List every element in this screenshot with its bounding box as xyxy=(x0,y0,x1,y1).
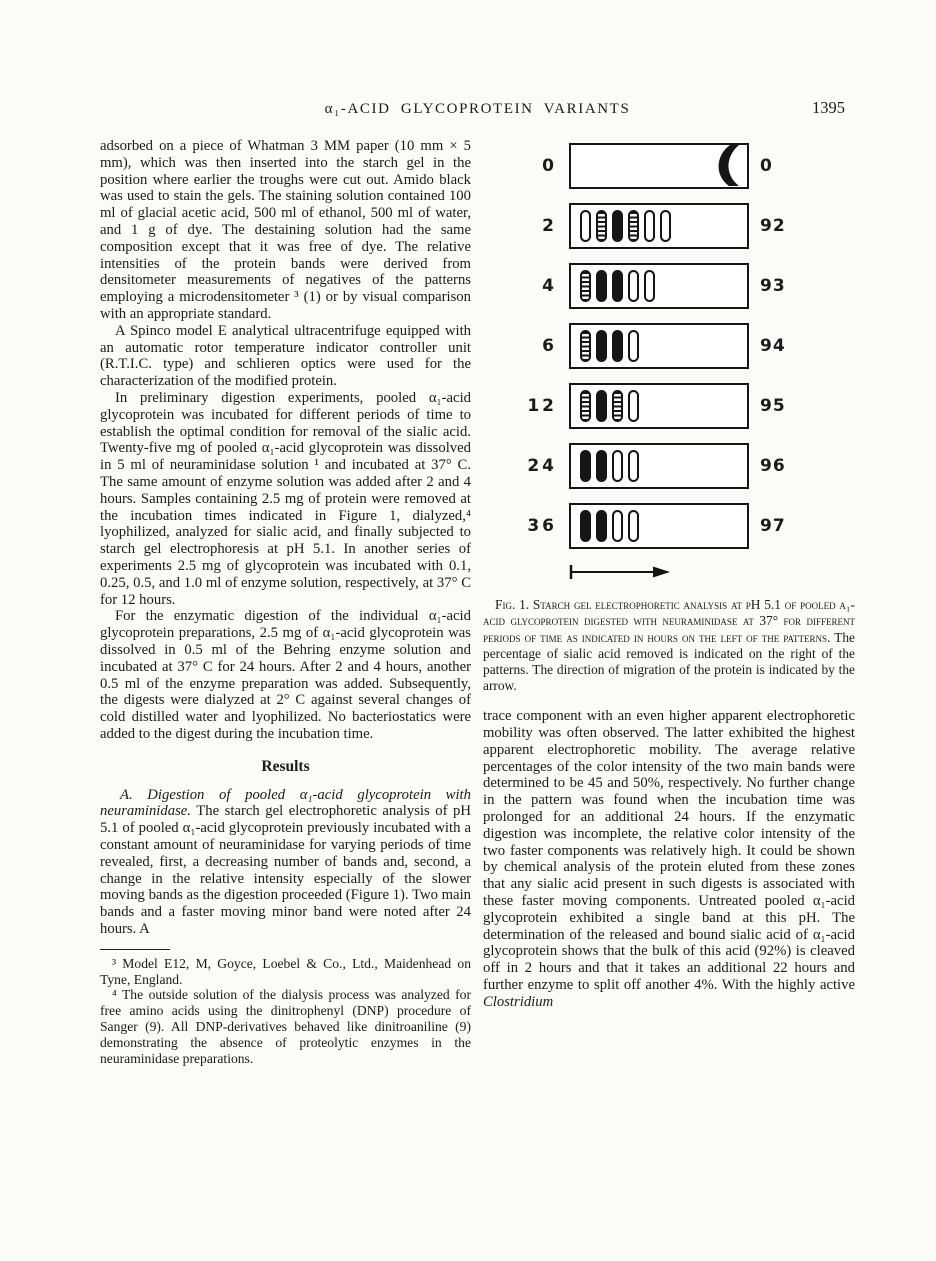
migration-arrow-row xyxy=(569,563,855,581)
footnote-separator xyxy=(100,949,170,950)
gel-time-label: 12 xyxy=(527,396,557,416)
stippled-band xyxy=(596,210,607,242)
left-column xyxy=(100,138,471,1066)
hollow-band xyxy=(628,450,639,482)
gel-time-label: 6 xyxy=(542,336,557,356)
gel-percent-label: 97 xyxy=(760,516,786,536)
paragraph-methods-4: For the enzymatic digestion of the individual α₁-acid glycoprotein preparations, 2.5 mg of α₁-acid glycoprotein was dissolved in 0.5 ml of the Behring enzyme solution and incubated at 37° C for 24 hours. After 2 and 4 hours, another 0.5 ml of the enzyme preparation was added. Subsequently, the digests were dialyzed at 2° C against several changes of cold distilled water and lyophilized. No bacteriostatics were added to the digest during the incubation time. xyxy=(100,608,471,742)
gel-box xyxy=(569,503,749,549)
figure-caption-lead: Fig. 1. Starch gel electrophoretic analysis at pH 5.1 of pooled α₁-acid glycoprotein digested with neuraminidase at 37° for different periods of time as indicated in hours on the left of the patterns. xyxy=(483,597,855,645)
gel-percent-label: 96 xyxy=(760,456,786,476)
hollow-band xyxy=(644,270,655,302)
solid-band xyxy=(596,270,607,302)
gel-percent-label: 92 xyxy=(760,216,786,236)
migration-arrow-icon xyxy=(569,563,674,581)
gel-time-label: 0 xyxy=(542,156,557,176)
figure-caption-rest: The percentage of sialic acid removed is indicated on the right of the patterns. The direction of migration of the protein is indicated by the arrow. xyxy=(483,629,855,694)
solid-band xyxy=(580,450,591,482)
hollow-band xyxy=(580,210,591,242)
solid-band xyxy=(612,330,623,362)
gel-row xyxy=(483,323,855,369)
solid-band xyxy=(596,390,607,422)
gel-row xyxy=(483,443,855,489)
paragraph-results-1: A. Digestion of pooled α₁-acid glycoprotein with neuraminidase. The starch gel electrophoretic analysis of pH 5.1 of pooled α₁-acid glycoprotein previously incubated with a constant amount of neuraminidase for varying periods of time revealed, first, a decreasing number of bands and, second, a change in the relative intensity especially of the slower moving bands as the digestion proceeded (Figure 1). Two main bands and a faster moving minor band were noted after 24 hours. A xyxy=(100,786,471,938)
crescent-band xyxy=(703,145,741,186)
figure-caption xyxy=(483,597,855,695)
gel-box xyxy=(569,143,749,189)
figure-rows xyxy=(483,143,855,549)
stippled-band xyxy=(580,330,591,362)
paragraph-methods-3: In preliminary digestion experiments, pooled α₁-acid glycoprotein was incubated for different periods of time to establish the optimal condition for removal of the sialic acid. Twenty-five mg of pooled α₁-acid glycoprotein was dissolved in 5 ml of neuraminidase solution ¹ and incubated at 37° C. The same amount of enzyme solution was added after 2 and 4 hours. Samples containing 2.5 mg of protein were removed at the incubation times indicated in Figure 1, dialyzed,⁴ lyophilized, analyzed for sialic acid, and finally subjected to starch gel electrophoresis at pH 5.1. In another series of experiments 2.5 mg of glycoprotein was incubated with 0.1, 0.25, 0.5, and 1.0 ml of enzyme solution, respectively, at 37° C for 12 hours. xyxy=(100,389,471,608)
footnote-4: ⁴ The outside solution of the dialysis process was analyzed for free amino acids using the dinitrophenyl (DNP) procedure of Sanger (9). All DNP-derivatives behaved like dinitroaniline (9) demonstrating the absence of proteolytic enzymes in the neuraminidase preparations. xyxy=(100,987,471,1066)
gel-box xyxy=(569,323,749,369)
paragraph-results-continued: trace component with an even higher apparent electrophoretic mobility was often observed. The latter exhibited the highest apparent electrophoretic mobility. The average relative percentages of the color intensity of the two main bands were determined to be 45 and 50%, respectively. No further change in the pattern was found when the incubation time was prolonged for an additional 24 hours. If the enzymatic digestion was incomplete, the relative color intensity of the two faster components was relatively high. It could be shown by chemical analysis of the protein eluted from these zones that any sialic acid present in such digests is associated with these faster moving components. Untreated pooled α₁-acid glycoprotein exhibited a single band at this pH. The determination of the released and bound sialic acid of α₁-acid glycoprotein shows that the bulk of this acid (92%) is cleaved off in 2 hours and that it takes an additional 22 hours and further enzyme to split off another 4%. With the highly active Clostridium xyxy=(483,708,855,1010)
solid-band xyxy=(612,270,623,302)
stippled-band xyxy=(612,390,623,422)
figure-1 xyxy=(483,143,855,695)
solid-band xyxy=(596,450,607,482)
hollow-band xyxy=(612,510,623,542)
solid-band xyxy=(596,330,607,362)
gel-time-label: 24 xyxy=(527,456,557,476)
gel-box xyxy=(569,263,749,309)
page-number: 1395 xyxy=(812,98,845,117)
stippled-band xyxy=(628,210,639,242)
solid-band xyxy=(612,210,623,242)
gel-percent-label: 93 xyxy=(760,276,786,296)
gel-time-label: 4 xyxy=(542,276,557,296)
gel-box xyxy=(569,383,749,429)
gel-row xyxy=(483,263,855,309)
running-title: α₁-ACID GLYCOPROTEIN VARIANTS xyxy=(324,101,631,117)
gel-percent-label: 94 xyxy=(760,336,786,356)
gel-row xyxy=(483,503,855,549)
paragraph-methods-2: A Spinco model E analytical ultracentrifuge equipped with an automatic rotor temperature indicator controller unit (R.T.I.C. type) and schlieren optics were used for the characterization of the modified protein. xyxy=(100,322,471,390)
gel-time-label: 36 xyxy=(527,516,557,536)
hollow-band xyxy=(628,330,639,362)
hollow-band xyxy=(644,210,655,242)
gel-row xyxy=(483,203,855,249)
hollow-band xyxy=(612,450,623,482)
paragraph-methods-1: adsorbed on a piece of Whatman 3 MM paper (10 mm × 5 mm), which was then inserted into the starch gel in the position where earlier the troughs were cut out. Amido black was used to stain the gels. The staining solution contained 100 ml of glacial acetic acid, 500 ml of ethanol, 500 ml of water, and 1 g of dye. The destaining solution had the same composition except that it was free of dye. The relative intensities of the protein bands were derived from densitometer measurements of negatives of the patterns employing a microdensitometer ³ (1) or by visual comparison with an appropriate standard. xyxy=(100,138,471,322)
gel-row xyxy=(483,383,855,429)
right-column xyxy=(483,138,855,1011)
hollow-band xyxy=(628,390,639,422)
gel-box xyxy=(569,203,749,249)
hollow-band xyxy=(628,270,639,302)
gel-row xyxy=(483,143,855,189)
stippled-band xyxy=(580,270,591,302)
gel-percent-label: 0 xyxy=(760,156,773,176)
gel-time-label: 2 xyxy=(542,216,557,236)
hollow-band xyxy=(628,510,639,542)
gel-percent-label: 95 xyxy=(760,396,786,416)
gel-box xyxy=(569,443,749,489)
hollow-band xyxy=(660,210,671,242)
results-heading: Results xyxy=(261,757,310,775)
solid-band xyxy=(596,510,607,542)
stippled-band xyxy=(580,390,591,422)
footnote-3: ³ Model E12, M, Goyce, Loebel & Co., Ltd., Maidenhead on Tyne, England. xyxy=(100,955,471,987)
solid-band xyxy=(580,510,591,542)
